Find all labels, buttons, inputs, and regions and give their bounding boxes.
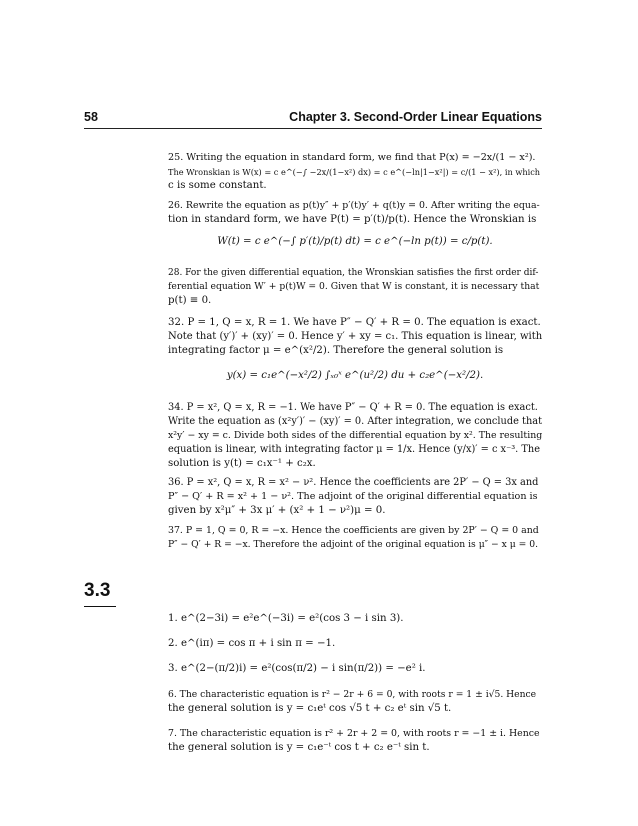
- problem-25: [168, 151, 542, 193]
- header-rule: [84, 128, 542, 129]
- text-line: 37. P = 1, Q = 0, R = −x. Hence the coefficients are given by 2P′ − Q = 0 and: [168, 525, 539, 536]
- section-problem-1: [168, 612, 542, 626]
- text-line: the general solution is y = c₁eᵗ cos √5 t + c₂ eᵗ sin √5 t.: [168, 703, 452, 714]
- section-rule: [84, 606, 116, 607]
- text-line: 7. The characteristic equation is r² + 2r + 2 = 0, with roots r = −1 ± i. Hence: [168, 728, 540, 739]
- text-line: c is some constant.: [168, 180, 267, 191]
- text-line: P″ − Q′ + R = −x. Therefore the adjoint of the original equation is μ″ − x μ = 0.: [168, 539, 539, 550]
- text-line: 25. Writing the equation in standard form, we find that P(x) = −2x/(1 − x²).: [168, 152, 536, 163]
- text-line: 2. e^(iπ) = cos π + i sin π = −1.: [168, 638, 336, 649]
- text-line: equation is linear, with integrating factor μ = 1/x. Hence (y/x)′ = c x⁻³. The: [168, 444, 541, 455]
- text-line: p(t) ≡ 0.: [168, 295, 212, 306]
- text-line: 32. P = 1, Q = x, R = 1. We have P″ − Q′ + R = 0. The equation is exact.: [168, 317, 541, 328]
- text-line: 36. P = x², Q = x, R = x² − ν². Hence the coefficients are 2P′ − Q = 3x and: [168, 477, 539, 488]
- chapter-title: Chapter 3. Second-Order Linear Equations: [289, 110, 542, 124]
- section-problem-7: [168, 727, 542, 755]
- text-line: given by x²μ″ + 3x μ′ + (x² + 1 − ν²)μ = 0.: [168, 505, 386, 516]
- text-line: 3. e^(2−(π/2)i) = e²(cos(π/2) − i sin(π/2)) = −e² i.: [168, 663, 426, 674]
- text-line: ferential equation W′ + p(t)W = 0. Given that W is constant, it is necessary that: [168, 281, 540, 292]
- problem-32: [168, 316, 542, 358]
- problem-34: [168, 401, 542, 471]
- display-equation-32: y(x) = c₁e^(−x²/2) ∫ₓ₀ˣ e^(u²/2) du + c₂e^(−x²/2).: [226, 370, 484, 381]
- problem-37: [168, 524, 542, 552]
- text-line: P″ − Q′ + R = x² + 1 − ν². The adjoint of the original differential equation is: [168, 491, 538, 502]
- display-equation-26: W(t) = c e^(−∫ p′(t)/p(t) dt) = c e^(−ln p(t)) = c/p(t).: [217, 236, 493, 247]
- text-line: x²y′ − xy = c. Divide both sides of the differential equation by x². The resulting: [168, 430, 543, 441]
- text-line: 34. P = x², Q = x, R = −1. We have P″ − Q′ + R = 0. The equation is exact.: [168, 402, 538, 413]
- section-problem-2: [168, 637, 542, 651]
- text-line: 6. The characteristic equation is r² − 2r + 6 = 0, with roots r = 1 ± i√5. Hence: [168, 689, 537, 700]
- section-problem-6: [168, 688, 542, 716]
- text-line: Note that (y′)′ + (xy)′ = 0. Hence y′ + xy = c₁. This equation is linear, with: [168, 331, 543, 342]
- page-number: 58: [84, 110, 98, 124]
- text-line: tion in standard form, we have P(t) = p′(t)/p(t). Hence the Wronskian is: [168, 214, 537, 225]
- text-line: The Wronskian is W(x) = c e^(−∫ −2x/(1−x²) dx) = c e^(−ln|1−x²|) = c/(1 − x²), in which: [168, 167, 541, 177]
- section-number: 3.3: [84, 580, 111, 601]
- problem-28: [168, 266, 542, 308]
- text-line: 26. Rewrite the equation as p(t)y″ + p′(t)y′ + q(t)y = 0. After writing the equa-: [168, 200, 540, 211]
- text-line: 28. For the given differential equation, the Wronskian satisfies the first order dif-: [168, 268, 539, 278]
- problem-26: [168, 199, 542, 227]
- problem-36: [168, 476, 542, 518]
- text-line: the general solution is y = c₁e⁻ᵗ cos t + c₂ e⁻ᵗ sin t.: [168, 742, 430, 753]
- text-line: 1. e^(2−3i) = e²e^(−3i) = e²(cos 3 − i sin 3).: [168, 613, 404, 624]
- text-line: solution is y(t) = c₁x⁻¹ + c₂x.: [168, 458, 316, 469]
- text-line: Write the equation as (x²y′)′ − (xy)′ = 0. After integration, we conclude that: [168, 416, 543, 427]
- section-problem-3: [168, 662, 542, 676]
- text-line: integrating factor μ = e^(x²/2). Therefore the general solution is: [168, 345, 504, 356]
